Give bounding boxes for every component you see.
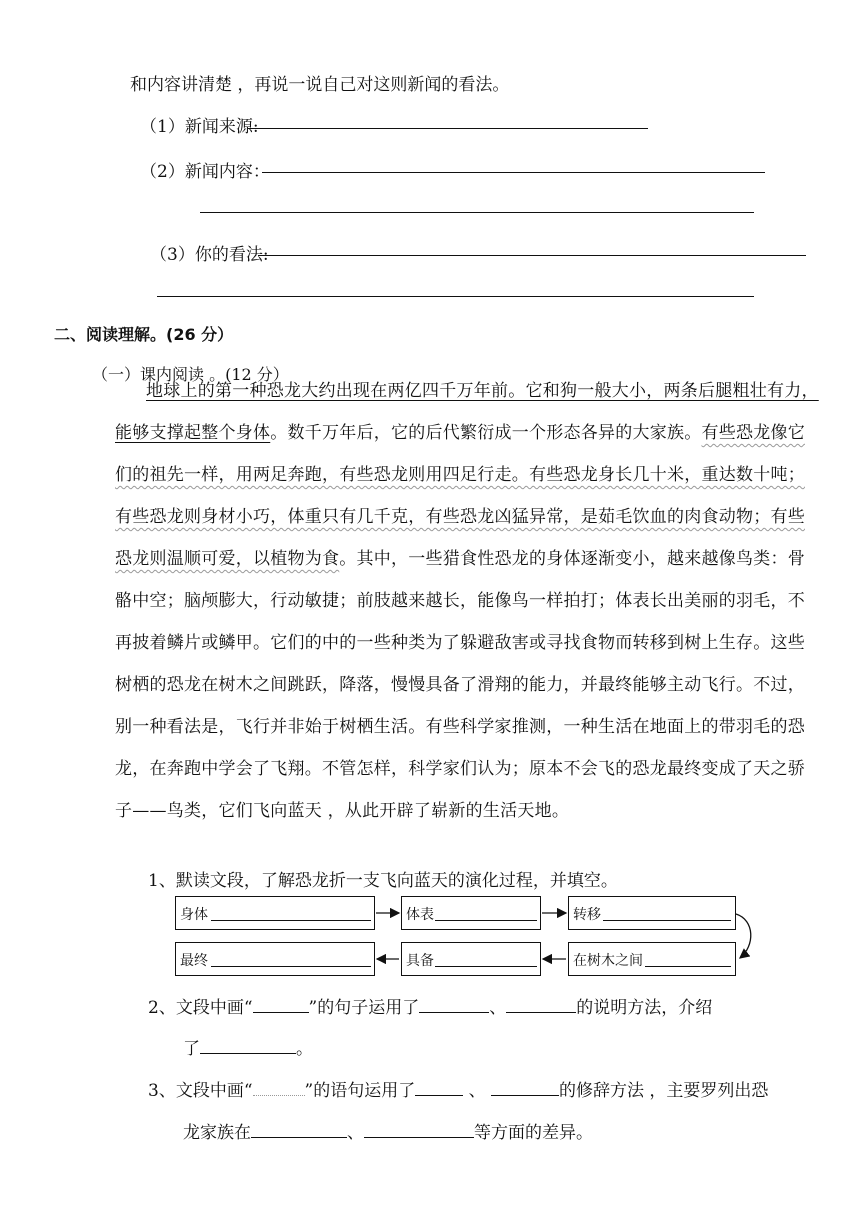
- underlined-sentence: 地球上的第一种恐龙大约出现在两亿四千万年前。它和狗一般大小，两条后腿粗壮有力，: [146, 381, 819, 401]
- flow-box-label: 体表: [406, 907, 434, 923]
- q2-text: 了: [183, 1039, 200, 1059]
- flow-box-label: 身体: [180, 907, 208, 923]
- passage-line-1: [146, 376, 819, 401]
- q2-text: 、: [489, 998, 507, 1018]
- q2-answer-blank-3[interactable]: [200, 1052, 296, 1054]
- passage-line-5: [115, 544, 805, 569]
- q3-answer-blank-4[interactable]: [364, 1136, 474, 1138]
- news-content-answer-line-1[interactable]: [262, 172, 765, 173]
- opinion-label: （3）你的看法:: [150, 245, 269, 265]
- passage-line-2: [115, 418, 805, 443]
- arrow-curve-down-icon: [736, 914, 751, 958]
- wavy-sentence-start: 有些恐龙像它: [701, 423, 805, 443]
- passage-line-3: [115, 460, 805, 485]
- q2-answer-blank-2[interactable]: [506, 1011, 576, 1013]
- flow-box-label: 最终: [180, 953, 208, 969]
- section-heading: 二、阅读理解。(26 分）: [54, 325, 234, 344]
- flow-box-label: 在树木之间: [573, 953, 643, 969]
- q3-text: 3、文段中画“: [148, 1081, 253, 1101]
- flow-box-label: 转移: [573, 907, 601, 923]
- q2-text: 的说明方法，介绍: [576, 998, 713, 1018]
- q3-text: 等方面的差异。: [474, 1123, 593, 1143]
- passage-line-8: 树栖的恐龙在树木之间跳跃，降落，慢慢具备了滑翔的能力，并最终能够主动飞行。不过，: [115, 675, 805, 695]
- opinion-answer-line-1[interactable]: [258, 255, 806, 256]
- q3-text: 龙家族在: [183, 1123, 251, 1143]
- wavy-text: 有些恐龙则身材小巧，体重只有几千克，有些恐龙凶猛异常，是茹毛饮血的肉食动物；有些: [115, 507, 805, 527]
- q3-answer-blank-2[interactable]: [491, 1094, 559, 1096]
- q2-mark-sample: [253, 1011, 309, 1013]
- news-content-answer-line-2[interactable]: [200, 212, 754, 213]
- passage-line-7: 再披着鳞片或鳞甲。它们的中的一些种类为了躲避敌害或寻找食物而转移到树上生存。这些: [115, 633, 805, 653]
- q3-answer-blank-3[interactable]: [251, 1136, 347, 1138]
- wavy-text: 们的祖先一样，用两足奔跑，有些恐龙则用四足行走。有些恐龙身长几十米，重达数十吨；: [115, 465, 805, 485]
- underlined-sentence-end: 能够支撑起整个身体: [115, 423, 271, 443]
- q2-answer-blank-1[interactable]: [419, 1011, 489, 1013]
- news-source-label: （1）新闻来源:: [140, 117, 259, 137]
- news-content-label: （2）新闻内容：: [140, 162, 270, 182]
- q2-text: ”的句子运用了: [308, 998, 420, 1018]
- q3-mark-sample: [253, 1094, 305, 1096]
- q2-text: 。: [296, 1039, 313, 1059]
- passage-line-4: [115, 502, 805, 527]
- opinion-answer-line-2[interactable]: [157, 296, 754, 297]
- question-2: [148, 993, 712, 1018]
- wavy-sentence-end: 恐龙则温顺可爱，以植物为食: [115, 549, 340, 569]
- passage-text: 。其中，一些猎食性恐龙的身体逐渐变小，越来越像鸟类：骨: [339, 549, 805, 569]
- q3-text: 、: [347, 1123, 364, 1143]
- passage-line-6: 骼中空；脑颅膨大，行动敏捷；前肢越来越长，能像鸟一样拍打；体表长出美丽的羽毛，不: [115, 591, 805, 611]
- question-3: [148, 1076, 768, 1101]
- news-source-answer-line[interactable]: [247, 128, 648, 129]
- subsection-heading: （一）课内阅读 。(12 分）: [92, 365, 289, 384]
- question-2-cont: [183, 1034, 313, 1059]
- question-1: 1、默读文段，了解恐龙折一支飞向蓝天的演化过程，并填空。: [148, 871, 618, 891]
- passage-line-9: 别一种看法是，飞行并非始于树栖生活。有些科学家推测，一种生活在地面上的带羽毛的恐: [115, 717, 805, 737]
- intro-text: 和内容讲清楚 ，再说一说自己对这则新闻的看法。: [130, 75, 510, 95]
- flow-box-label: 具备: [406, 953, 434, 969]
- passage-text: 。数千万年后，它的后代繁衍成一个形态各异的大家族。: [270, 423, 702, 443]
- q3-text: ”的语句运用了: [304, 1081, 416, 1101]
- passage-line-11: 子——鸟类，它们飞向蓝天 ，从此开辟了崭新的生活天地。: [115, 801, 570, 821]
- q2-text: 2、文段中画“: [148, 998, 253, 1018]
- q3-answer-blank-1[interactable]: [415, 1094, 463, 1096]
- passage-line-10: 龙，在奔跑中学会了飞翔。不管怎样，科学家们认为；原本不会飞的恐龙最终变成了天之骄: [115, 759, 805, 779]
- q3-text: 的修辞方法 ，主要罗列出恐: [559, 1081, 769, 1101]
- q3-text: 、: [463, 1081, 492, 1101]
- question-3-cont: [183, 1118, 593, 1143]
- flow-arrows: [170, 890, 770, 985]
